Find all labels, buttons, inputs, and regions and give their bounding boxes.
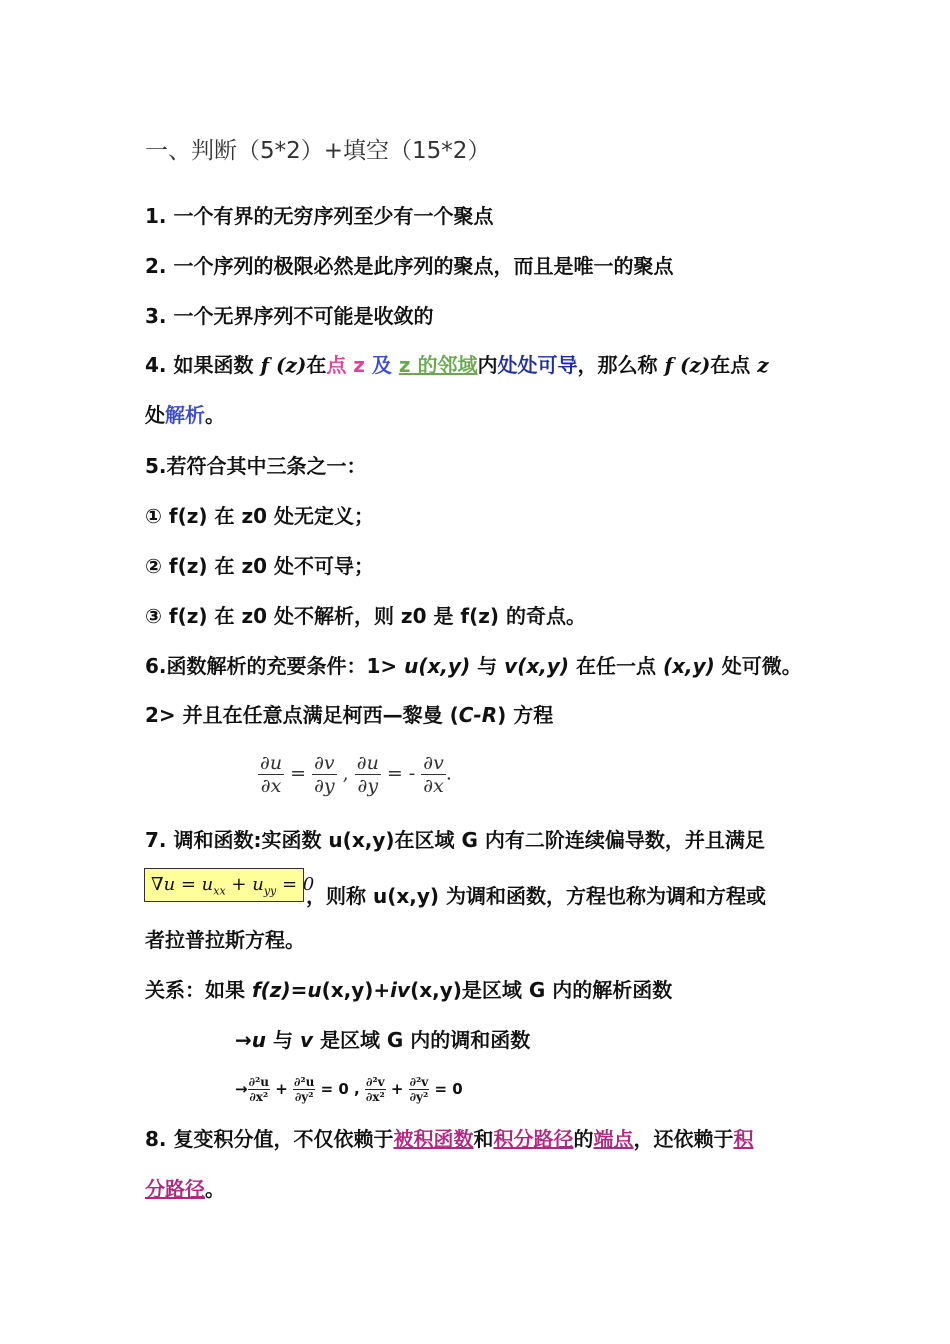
fraction: $\frac{\partial u}{\partial x}$: [260, 752, 283, 797]
item-3: 3. 一个无界序列不可能是收敛的: [145, 304, 434, 328]
item-4-text: 在: [306, 353, 327, 377]
condition-2: ② f(z) 在 z0 处不可导；: [145, 554, 374, 578]
item-7-cont2: 者拉普拉斯方程。: [145, 928, 305, 952]
item-1: 1. 一个有界的无穷序列至少有一个聚点: [145, 204, 494, 228]
item-6-text: 2> 并且在任意点满足柯西—黎曼 (: [145, 703, 459, 727]
item-7: 7. 调和函数:实函数 u(x,y)在区域 G 内有二阶连续偏导数，并且满足: [145, 828, 765, 852]
condition-3: ③ f(z) 在 z0 处不解析，则 z0 是 f(z) 的奇点。: [145, 604, 586, 628]
f-z: f (z): [260, 353, 307, 377]
z-var: z: [757, 353, 769, 377]
item-4-text: 在点: [710, 353, 758, 377]
point-z: 点 z: [326, 353, 372, 377]
arrow-icon: →: [235, 1080, 248, 1098]
arrow-icon: →: [235, 1028, 252, 1052]
differentiable: 处处可导: [497, 353, 578, 377]
relation-3: → $\frac{\text{∂²u}}{\text{∂x²}}$ + $\frac{\text{∂²u}}{\text{∂y²}}$ = 0 , $\frac{\text{∂²v}}{\text{∂x²}}$ + $\frac{\text{∂²v}}{\text{∂y²}}$ = 0: [235, 1075, 463, 1104]
item-8: 8. 复变积分值，不仅依赖于被积函数和积分路径的端点，还依赖于积: [145, 1127, 754, 1151]
condition-1: ① f(z) 在 z0 处无定义；: [145, 504, 374, 528]
item-4-text: 4. 如果函数: [145, 353, 261, 377]
v-xy: v(x,y): [504, 654, 570, 678]
laplace-equation-box: $\nabla u = u_{xx} + u_{yy} = 0$: [144, 868, 304, 902]
fraction: $\frac{\partial v}{\partial x}$: [423, 752, 444, 797]
item-6-cont: [145, 701, 553, 729]
and-text: 及: [371, 353, 399, 377]
item-6-text: 在任一点: [569, 654, 663, 678]
xy: (x,y): [662, 654, 715, 678]
item-4: [145, 351, 769, 379]
item-4-text: 处: [145, 403, 165, 427]
item-8-cont: 分路径。: [145, 1177, 225, 1201]
fraction: $\frac{\text{∂²v}}{\text{∂x²}}$: [365, 1075, 385, 1104]
item-7-cont: ，则称 u(x,y) 为调和函数，方程也称为调和方程或: [306, 884, 766, 908]
f-z: f (z): [664, 353, 711, 377]
item-4-cont: [145, 401, 225, 429]
fraction: $\frac{\text{∂²v}}{\text{∂y²}}$: [409, 1075, 429, 1104]
fraction: $\frac{\partial u}{\partial y}$: [356, 752, 379, 797]
u-xy: u(x,y): [404, 654, 471, 678]
item-4-text: 内: [477, 353, 498, 377]
neighborhood: z 的邻域: [398, 353, 478, 377]
section-title: 一、判断（5*2）+填空（15*2）: [145, 138, 491, 164]
relation: 关系：如果 f(z)=u(x,y)+iv(x,y)是区域 G 内的解析函数: [145, 978, 673, 1002]
analytic: 解析: [165, 403, 205, 427]
cauchy-riemann-equations: $\frac{\partial u}{\partial x}$ = $\frac{\partial v}{\partial y}$ , $\frac{\partial u}{\partial y}$ = - $\frac{\partial v}{\partial x}$ .: [260, 752, 452, 797]
fraction: $\frac{\text{∂²u}}{\text{∂y²}}$: [293, 1075, 315, 1104]
item-5: 5.若符合其中三条之一：: [145, 454, 367, 478]
item-6-text: ) 方程: [497, 703, 554, 727]
item-6-text: 6.函数解析的充要条件：1>: [145, 654, 405, 678]
item-2: 2. 一个序列的极限必然是此序列的聚点，而且是唯一的聚点: [145, 254, 674, 278]
item-4-text: ，那么称: [577, 353, 665, 377]
fraction: $\frac{\text{∂²u}}{\text{∂x²}}$: [248, 1075, 269, 1104]
item-6-text: 与: [470, 654, 505, 678]
item-4-text: 。: [205, 403, 225, 427]
item-6-text: 处可微。: [714, 654, 802, 678]
item-6: [145, 652, 802, 680]
fraction: $\frac{\partial v}{\partial y}$: [314, 752, 335, 797]
cr-label: C-R: [458, 703, 498, 727]
relation-2: →u 与 v 是区域 G 内的调和函数: [235, 1028, 531, 1052]
